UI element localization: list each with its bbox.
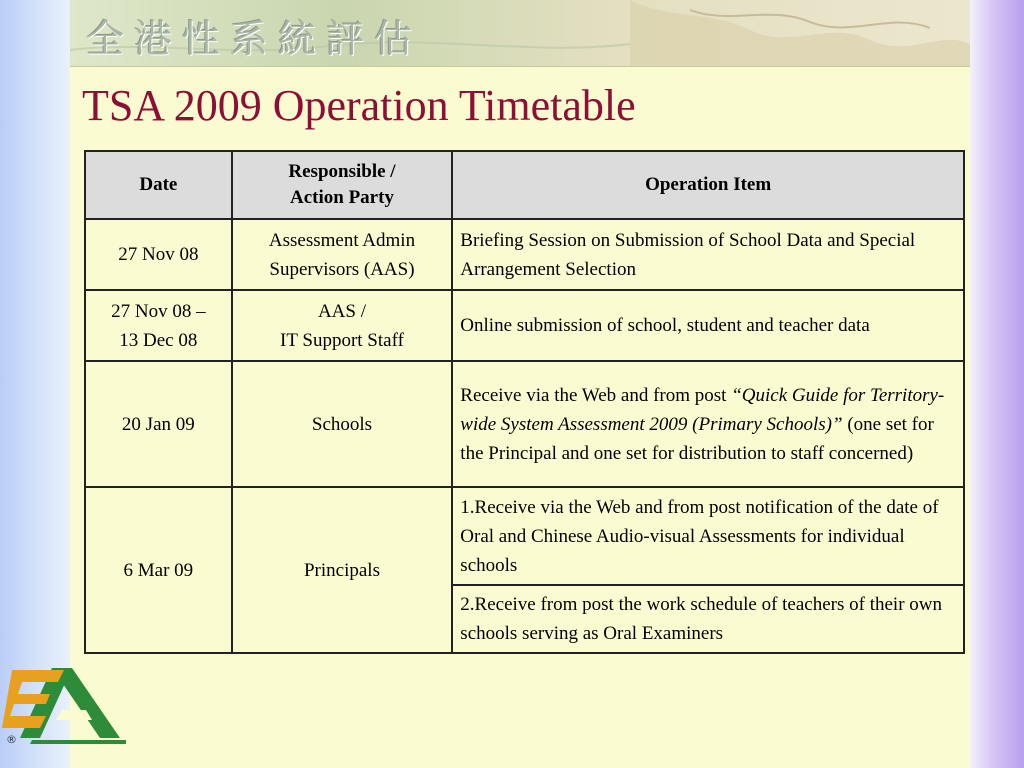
cell-operation-item <box>452 361 964 487</box>
cell-party-line2: IT Support Staff <box>280 329 404 351</box>
item-text-italic-title: “Quick Guide for Territory-wide System Assessment 2009 (Primary Schools)” <box>460 384 945 435</box>
cell-operation-item: 1.Receive via the Web and from post notification of the date of Oral and Chinese Audio-visual Assessments for individual schools <box>452 487 964 585</box>
header-responsible-party <box>232 151 453 219</box>
item-text-pre: Receive via the Web and from post <box>460 384 732 406</box>
header-date: Date <box>85 151 232 219</box>
cell-operation-item: Briefing Session on Submission of School Data and Special Arrangement Selection <box>452 219 964 290</box>
header-party-line1: Responsible / <box>288 161 396 182</box>
cell-date-line1: 27 Nov 08 – <box>111 300 206 322</box>
table-header-row <box>85 151 964 219</box>
cell-party-line1: AAS / <box>317 300 366 322</box>
table-row <box>85 219 964 290</box>
banner-chinese-title: 全港性系統評估 <box>86 17 423 61</box>
left-decorative-band <box>0 0 70 768</box>
item-text-post: (one set for the Principal and one set for distribution to staff concerned) <box>460 413 934 464</box>
right-decorative-band <box>970 0 1024 768</box>
cell-party-line1: Assessment Admin <box>268 229 416 251</box>
cell-party: Principals <box>232 487 453 653</box>
cell-date-line2: 13 Dec 08 <box>119 329 198 351</box>
table-row <box>85 361 964 487</box>
cell-date: 20 Jan 09 <box>85 361 232 487</box>
registered-mark: ® <box>6 733 17 746</box>
ea-logo-mark <box>2 660 132 746</box>
cell-party: Schools <box>232 361 453 487</box>
page-title: TSA 2009 Operation Timetable <box>82 81 636 130</box>
table-row <box>85 290 964 361</box>
header-party-line2: Action Party <box>290 187 394 208</box>
cell-operation-item: Online submission of school, student and teacher data <box>452 290 964 361</box>
cell-party <box>232 290 453 361</box>
operation-timetable <box>84 150 965 654</box>
header-banner <box>70 0 970 67</box>
ea-logo <box>2 660 132 751</box>
cell-operation-item: 2.Receive from post the work schedule of teachers of their own schools serving as Oral Examiners <box>452 585 964 653</box>
cell-party-line2: Supervisors (AAS) <box>269 258 415 280</box>
table-row <box>85 487 964 585</box>
cell-party <box>232 219 453 290</box>
cell-date <box>85 290 232 361</box>
header-operation-item: Operation Item <box>452 151 964 219</box>
cell-date: 27 Nov 08 <box>85 219 232 290</box>
cell-date: 6 Mar 09 <box>85 487 232 653</box>
